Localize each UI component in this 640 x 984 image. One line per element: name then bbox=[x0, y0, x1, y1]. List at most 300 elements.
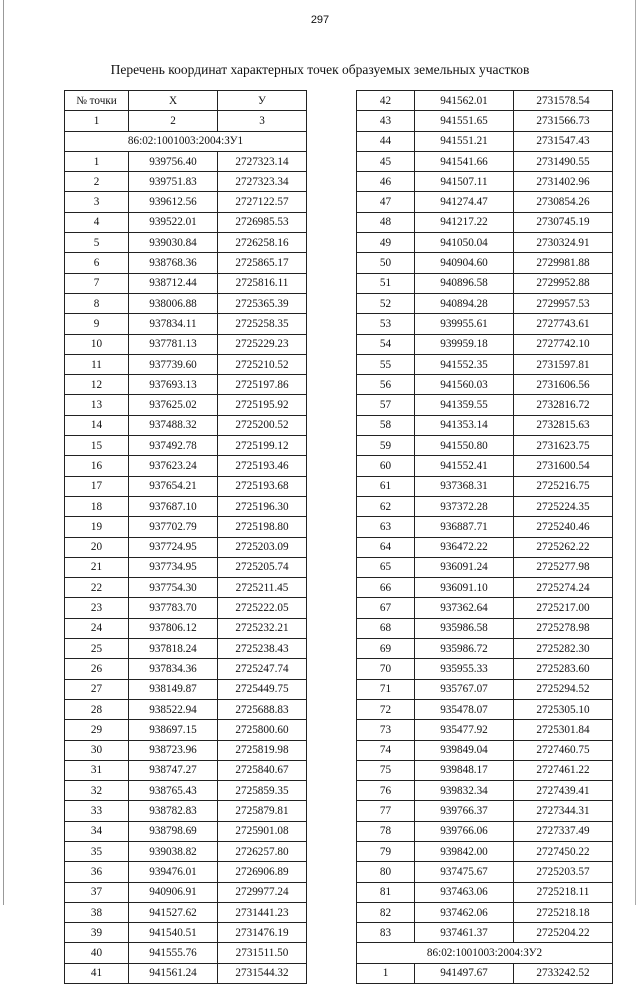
point-number-cell: 59 bbox=[357, 436, 415, 456]
table-row bbox=[357, 395, 613, 415]
y-coordinate-cell: 2725229.23 bbox=[218, 334, 307, 354]
point-number-cell: 81 bbox=[357, 882, 415, 902]
y-coordinate-cell: 2725238.43 bbox=[218, 639, 307, 659]
y-coordinate-cell: 2729981.88 bbox=[514, 253, 613, 273]
table-row bbox=[357, 557, 613, 577]
x-coordinate-cell: 937783.70 bbox=[129, 598, 218, 618]
y-coordinate-cell: 2727461.22 bbox=[514, 760, 613, 780]
y-coordinate-cell: 2725816.11 bbox=[218, 273, 307, 293]
x-coordinate-cell: 941561.24 bbox=[129, 963, 218, 983]
y-coordinate-cell: 2725840.67 bbox=[218, 760, 307, 780]
table-row bbox=[357, 212, 613, 232]
right-tail-body bbox=[357, 963, 613, 983]
y-coordinate-cell: 2727460.75 bbox=[514, 740, 613, 760]
point-number-cell: 38 bbox=[65, 902, 129, 922]
point-number-cell: 28 bbox=[65, 699, 129, 719]
y-coordinate-cell: 2731600.54 bbox=[514, 456, 613, 476]
table-row bbox=[65, 476, 307, 496]
x-coordinate-cell: 937463.06 bbox=[415, 882, 514, 902]
y-coordinate-cell: 2725688.83 bbox=[218, 699, 307, 719]
table-row bbox=[357, 375, 613, 395]
x-coordinate-cell: 939476.01 bbox=[129, 862, 218, 882]
point-number-cell: 25 bbox=[65, 639, 129, 659]
point-number-cell: 34 bbox=[65, 821, 129, 841]
table-row bbox=[357, 618, 613, 638]
x-coordinate-cell: 939522.01 bbox=[129, 212, 218, 232]
x-coordinate-cell: 941551.65 bbox=[415, 111, 514, 131]
x-coordinate-cell: 940896.58 bbox=[415, 273, 514, 293]
table-row bbox=[65, 273, 307, 293]
y-coordinate-cell: 2725204.22 bbox=[514, 923, 613, 943]
y-coordinate-cell: 2725283.60 bbox=[514, 659, 613, 679]
table-row bbox=[357, 131, 613, 151]
header-numbers-row bbox=[65, 111, 307, 131]
table-row bbox=[65, 436, 307, 456]
point-number-cell: 7 bbox=[65, 273, 129, 293]
y-coordinate-cell: 2725203.57 bbox=[514, 862, 613, 882]
coordinates-table-right bbox=[356, 90, 613, 984]
x-coordinate-cell: 937754.30 bbox=[129, 578, 218, 598]
table-row bbox=[65, 618, 307, 638]
table-row bbox=[357, 354, 613, 374]
table-row bbox=[357, 496, 613, 516]
table-row bbox=[65, 415, 307, 435]
x-coordinate-cell: 939756.40 bbox=[129, 151, 218, 171]
table-row bbox=[65, 720, 307, 740]
x-coordinate-cell: 940894.28 bbox=[415, 293, 514, 313]
table-row bbox=[357, 537, 613, 557]
point-number-cell: 9 bbox=[65, 314, 129, 334]
table-row bbox=[357, 233, 613, 253]
table-row bbox=[65, 740, 307, 760]
point-number-cell: 39 bbox=[65, 923, 129, 943]
x-coordinate-cell: 937654.21 bbox=[129, 476, 218, 496]
x-coordinate-cell: 941497.67 bbox=[415, 963, 514, 983]
y-coordinate-cell: 2731547.43 bbox=[514, 131, 613, 151]
x-coordinate-cell: 941541.66 bbox=[415, 151, 514, 171]
x-coordinate-cell: 939751.83 bbox=[129, 172, 218, 192]
table-row bbox=[357, 740, 613, 760]
x-coordinate-cell: 938522.94 bbox=[129, 699, 218, 719]
point-number-cell: 5 bbox=[65, 233, 129, 253]
point-number-cell: 19 bbox=[65, 517, 129, 537]
x-coordinate-cell: 937702.79 bbox=[129, 517, 218, 537]
x-coordinate-cell: 935477.92 bbox=[415, 720, 514, 740]
table-row bbox=[65, 496, 307, 516]
y-coordinate-cell: 2725277.98 bbox=[514, 557, 613, 577]
point-number-cell: 1 bbox=[65, 151, 129, 171]
y-coordinate-cell: 2725247.74 bbox=[218, 659, 307, 679]
point-number-cell: 14 bbox=[65, 415, 129, 435]
y-coordinate-cell: 2725365.39 bbox=[218, 293, 307, 313]
y-coordinate-cell: 2726985.53 bbox=[218, 212, 307, 232]
point-number-cell: 32 bbox=[65, 781, 129, 801]
y-coordinate-cell: 2727323.34 bbox=[218, 172, 307, 192]
y-coordinate-cell: 2725210.52 bbox=[218, 354, 307, 374]
point-number-cell: 55 bbox=[357, 354, 415, 374]
y-coordinate-cell: 2732816.72 bbox=[514, 395, 613, 415]
table-row bbox=[357, 760, 613, 780]
point-number-cell: 30 bbox=[65, 740, 129, 760]
y-coordinate-cell: 2730854.26 bbox=[514, 192, 613, 212]
table-row bbox=[357, 639, 613, 659]
table-row bbox=[357, 293, 613, 313]
y-coordinate-cell: 2725217.00 bbox=[514, 598, 613, 618]
x-coordinate-cell: 937781.13 bbox=[129, 334, 218, 354]
x-coordinate-cell: 937724.95 bbox=[129, 537, 218, 557]
point-number-cell: 22 bbox=[65, 578, 129, 598]
point-number-cell: 37 bbox=[65, 882, 129, 902]
table-row bbox=[357, 476, 613, 496]
table-row bbox=[357, 862, 613, 882]
point-number-cell: 1 bbox=[357, 963, 415, 983]
page-edge-right bbox=[635, 0, 636, 905]
y-coordinate-cell: 2725198.80 bbox=[218, 517, 307, 537]
point-number-cell: 51 bbox=[357, 273, 415, 293]
x-coordinate-cell: 937362.64 bbox=[415, 598, 514, 618]
x-coordinate-cell: 941353.14 bbox=[415, 415, 514, 435]
point-number-cell: 2 bbox=[65, 172, 129, 192]
table-row bbox=[357, 821, 613, 841]
y-coordinate-cell: 2725218.11 bbox=[514, 882, 613, 902]
y-coordinate-cell: 2731476.19 bbox=[218, 923, 307, 943]
point-number-cell: 52 bbox=[357, 293, 415, 313]
table-row bbox=[357, 882, 613, 902]
x-coordinate-cell: 937462.06 bbox=[415, 902, 514, 922]
table-row bbox=[65, 233, 307, 253]
header-row bbox=[65, 91, 307, 111]
table-row bbox=[65, 395, 307, 415]
x-coordinate-cell: 935478.07 bbox=[415, 699, 514, 719]
point-number-cell: 29 bbox=[65, 720, 129, 740]
table-row bbox=[65, 923, 307, 943]
coordinates-table-left bbox=[64, 90, 307, 984]
x-coordinate-cell: 937739.60 bbox=[129, 354, 218, 374]
point-number-cell: 75 bbox=[357, 760, 415, 780]
point-number-cell: 10 bbox=[65, 334, 129, 354]
table-row bbox=[65, 801, 307, 821]
table-row bbox=[357, 253, 613, 273]
table-row bbox=[65, 578, 307, 598]
y-coordinate-cell: 2725865.17 bbox=[218, 253, 307, 273]
y-coordinate-cell: 2727344.31 bbox=[514, 801, 613, 821]
x-coordinate-cell: 937687.10 bbox=[129, 496, 218, 516]
point-number-cell: 24 bbox=[65, 618, 129, 638]
table-row bbox=[65, 760, 307, 780]
point-number-cell: 50 bbox=[357, 253, 415, 273]
y-coordinate-cell: 2725218.18 bbox=[514, 902, 613, 922]
table-row bbox=[65, 659, 307, 679]
y-coordinate-cell: 2731511.50 bbox=[218, 943, 307, 963]
y-coordinate-cell: 2731597.81 bbox=[514, 354, 613, 374]
point-number-cell: 16 bbox=[65, 456, 129, 476]
point-number-cell: 70 bbox=[357, 659, 415, 679]
x-coordinate-cell: 937806.12 bbox=[129, 618, 218, 638]
point-number-cell: 8 bbox=[65, 293, 129, 313]
x-coordinate-cell: 936091.10 bbox=[415, 578, 514, 598]
point-number-cell: 65 bbox=[357, 557, 415, 577]
x-coordinate-cell: 939766.37 bbox=[415, 801, 514, 821]
point-number-cell: 42 bbox=[357, 91, 415, 111]
x-coordinate-cell: 937461.37 bbox=[415, 923, 514, 943]
point-number-cell: 31 bbox=[65, 760, 129, 780]
x-coordinate-cell: 936887.71 bbox=[415, 517, 514, 537]
y-coordinate-cell: 2725879.81 bbox=[218, 801, 307, 821]
y-coordinate-cell: 2725262.22 bbox=[514, 537, 613, 557]
y-coordinate-cell: 2731606.56 bbox=[514, 375, 613, 395]
point-number-cell: 45 bbox=[357, 151, 415, 171]
x-coordinate-cell: 941552.41 bbox=[415, 456, 514, 476]
point-number-cell: 83 bbox=[357, 923, 415, 943]
y-coordinate-cell: 2727742.10 bbox=[514, 334, 613, 354]
point-number-cell: 76 bbox=[357, 781, 415, 801]
x-coordinate-cell: 941527.62 bbox=[129, 902, 218, 922]
x-coordinate-cell: 935986.58 bbox=[415, 618, 514, 638]
table-row bbox=[357, 923, 613, 943]
point-number-cell: 44 bbox=[357, 131, 415, 151]
table-row bbox=[357, 334, 613, 354]
y-coordinate-cell: 2725196.30 bbox=[218, 496, 307, 516]
header-x: Х bbox=[129, 91, 218, 111]
table-row bbox=[357, 841, 613, 861]
y-coordinate-cell: 2725195.92 bbox=[218, 395, 307, 415]
table-row bbox=[65, 862, 307, 882]
table-row bbox=[357, 517, 613, 537]
table-row bbox=[357, 699, 613, 719]
y-coordinate-cell: 2731566.73 bbox=[514, 111, 613, 131]
y-coordinate-cell: 2729952.88 bbox=[514, 273, 613, 293]
y-coordinate-cell: 2732815.63 bbox=[514, 415, 613, 435]
table-row bbox=[357, 598, 613, 618]
x-coordinate-cell: 939955.61 bbox=[415, 314, 514, 334]
x-coordinate-cell: 937492.78 bbox=[129, 436, 218, 456]
table-row bbox=[65, 943, 307, 963]
point-number-cell: 71 bbox=[357, 679, 415, 699]
y-coordinate-cell: 2725282.30 bbox=[514, 639, 613, 659]
page-number: 297 bbox=[310, 14, 330, 26]
point-number-cell: 21 bbox=[65, 557, 129, 577]
header-point-number: № точки bbox=[65, 91, 129, 111]
point-number-cell: 53 bbox=[357, 314, 415, 334]
x-coordinate-cell: 937623.24 bbox=[129, 456, 218, 476]
table-row bbox=[357, 781, 613, 801]
point-number-cell: 6 bbox=[65, 253, 129, 273]
y-coordinate-cell: 2725193.68 bbox=[218, 476, 307, 496]
x-coordinate-cell: 941550.80 bbox=[415, 436, 514, 456]
y-coordinate-cell: 2725205.74 bbox=[218, 557, 307, 577]
table-row bbox=[357, 273, 613, 293]
x-coordinate-cell: 935767.07 bbox=[415, 679, 514, 699]
point-number-cell: 20 bbox=[65, 537, 129, 557]
point-number-cell: 15 bbox=[65, 436, 129, 456]
x-coordinate-cell: 939848.17 bbox=[415, 760, 514, 780]
y-coordinate-cell: 2725216.75 bbox=[514, 476, 613, 496]
table-row bbox=[357, 314, 613, 334]
point-number-cell: 82 bbox=[357, 902, 415, 922]
x-coordinate-cell: 938765.43 bbox=[129, 781, 218, 801]
point-number-cell: 33 bbox=[65, 801, 129, 821]
point-number-cell: 40 bbox=[65, 943, 129, 963]
x-coordinate-cell: 935955.33 bbox=[415, 659, 514, 679]
y-coordinate-cell: 2731402.96 bbox=[514, 172, 613, 192]
point-number-cell: 68 bbox=[357, 618, 415, 638]
point-number-cell: 69 bbox=[357, 639, 415, 659]
x-coordinate-cell: 937734.95 bbox=[129, 557, 218, 577]
table-row bbox=[357, 192, 613, 212]
y-coordinate-cell: 2730745.19 bbox=[514, 212, 613, 232]
point-number-cell: 54 bbox=[357, 334, 415, 354]
y-coordinate-cell: 2730324.91 bbox=[514, 233, 613, 253]
table-row bbox=[357, 456, 613, 476]
document-title: Перечень координат характерных точек образуемых земельных участков bbox=[110, 62, 530, 77]
table-row bbox=[65, 151, 307, 171]
point-number-cell: 17 bbox=[65, 476, 129, 496]
table-row bbox=[357, 963, 613, 983]
point-number-cell: 67 bbox=[357, 598, 415, 618]
y-coordinate-cell: 2726257.80 bbox=[218, 841, 307, 861]
y-coordinate-cell: 2731544.32 bbox=[218, 963, 307, 983]
table-row bbox=[65, 253, 307, 273]
table-row bbox=[357, 91, 613, 111]
header-number-3: 3 bbox=[218, 111, 307, 131]
right-parcel2-section bbox=[357, 943, 613, 963]
x-coordinate-cell: 941551.21 bbox=[415, 131, 514, 151]
point-number-cell: 72 bbox=[357, 699, 415, 719]
x-coordinate-cell: 941274.47 bbox=[415, 192, 514, 212]
y-coordinate-cell: 2725901.08 bbox=[218, 821, 307, 841]
x-coordinate-cell: 938712.44 bbox=[129, 273, 218, 293]
y-coordinate-cell: 2731441.23 bbox=[218, 902, 307, 922]
point-number-cell: 43 bbox=[357, 111, 415, 131]
x-coordinate-cell: 937625.02 bbox=[129, 395, 218, 415]
point-number-cell: 12 bbox=[65, 375, 129, 395]
x-coordinate-cell: 939832.34 bbox=[415, 781, 514, 801]
table-row bbox=[65, 172, 307, 192]
point-number-cell: 57 bbox=[357, 395, 415, 415]
y-coordinate-cell: 2725859.35 bbox=[218, 781, 307, 801]
point-number-cell: 64 bbox=[357, 537, 415, 557]
y-coordinate-cell: 2727337.49 bbox=[514, 821, 613, 841]
x-coordinate-cell: 939842.00 bbox=[415, 841, 514, 861]
table-row bbox=[65, 293, 307, 313]
x-coordinate-cell: 941555.76 bbox=[129, 943, 218, 963]
x-coordinate-cell: 937475.67 bbox=[415, 862, 514, 882]
y-coordinate-cell: 2725294.52 bbox=[514, 679, 613, 699]
x-coordinate-cell: 937818.24 bbox=[129, 639, 218, 659]
y-coordinate-cell: 2725274.24 bbox=[514, 578, 613, 598]
parcel-label: 86:02:1001003:2004:ЗУ1 bbox=[65, 131, 307, 151]
y-coordinate-cell: 2727439.41 bbox=[514, 781, 613, 801]
point-number-cell: 4 bbox=[65, 212, 129, 232]
page-edge-left bbox=[3, 0, 4, 905]
y-coordinate-cell: 2727122.57 bbox=[218, 192, 307, 212]
y-coordinate-cell: 2731623.75 bbox=[514, 436, 613, 456]
x-coordinate-cell: 941560.03 bbox=[415, 375, 514, 395]
table-row bbox=[357, 151, 613, 171]
y-coordinate-cell: 2731578.54 bbox=[514, 91, 613, 111]
table-row bbox=[65, 841, 307, 861]
table-row bbox=[65, 212, 307, 232]
y-coordinate-cell: 2729977.24 bbox=[218, 882, 307, 902]
x-coordinate-cell: 938798.69 bbox=[129, 821, 218, 841]
y-coordinate-cell: 2725819.98 bbox=[218, 740, 307, 760]
point-number-cell: 27 bbox=[65, 679, 129, 699]
x-coordinate-cell: 937368.31 bbox=[415, 476, 514, 496]
point-number-cell: 46 bbox=[357, 172, 415, 192]
y-coordinate-cell: 2727450.22 bbox=[514, 841, 613, 861]
point-number-cell: 41 bbox=[65, 963, 129, 983]
point-number-cell: 62 bbox=[357, 496, 415, 516]
table-row bbox=[65, 963, 307, 983]
point-number-cell: 49 bbox=[357, 233, 415, 253]
x-coordinate-cell: 937488.32 bbox=[129, 415, 218, 435]
y-coordinate-cell: 2725305.10 bbox=[514, 699, 613, 719]
x-coordinate-cell: 941552.35 bbox=[415, 354, 514, 374]
x-coordinate-cell: 939959.18 bbox=[415, 334, 514, 354]
x-coordinate-cell: 936091.24 bbox=[415, 557, 514, 577]
parcel-row bbox=[65, 131, 307, 151]
table-row bbox=[357, 436, 613, 456]
point-number-cell: 47 bbox=[357, 192, 415, 212]
table-row bbox=[357, 720, 613, 740]
x-coordinate-cell: 941507.11 bbox=[415, 172, 514, 192]
x-coordinate-cell: 939030.84 bbox=[129, 233, 218, 253]
x-coordinate-cell: 938006.88 bbox=[129, 293, 218, 313]
x-coordinate-cell: 939038.82 bbox=[129, 841, 218, 861]
table-row bbox=[65, 902, 307, 922]
point-number-cell: 18 bbox=[65, 496, 129, 516]
x-coordinate-cell: 941562.01 bbox=[415, 91, 514, 111]
x-coordinate-cell: 941217.22 bbox=[415, 212, 514, 232]
y-coordinate-cell: 2727743.61 bbox=[514, 314, 613, 334]
point-number-cell: 61 bbox=[357, 476, 415, 496]
point-number-cell: 13 bbox=[65, 395, 129, 415]
table-row bbox=[65, 639, 307, 659]
table-row bbox=[357, 679, 613, 699]
parcel-label: 86:02:1001003:2004:ЗУ2 bbox=[357, 943, 613, 963]
y-coordinate-cell: 2725197.86 bbox=[218, 375, 307, 395]
table-row bbox=[65, 334, 307, 354]
parcel-row bbox=[357, 943, 613, 963]
table-row bbox=[65, 314, 307, 334]
x-coordinate-cell: 936472.22 bbox=[415, 537, 514, 557]
table-row bbox=[357, 415, 613, 435]
point-number-cell: 35 bbox=[65, 841, 129, 861]
x-coordinate-cell: 937693.13 bbox=[129, 375, 218, 395]
table-row bbox=[65, 557, 307, 577]
point-number-cell: 26 bbox=[65, 659, 129, 679]
header-y: У bbox=[218, 91, 307, 111]
table-row bbox=[65, 598, 307, 618]
y-coordinate-cell: 2725278.98 bbox=[514, 618, 613, 638]
x-coordinate-cell: 938697.15 bbox=[129, 720, 218, 740]
point-number-cell: 11 bbox=[65, 354, 129, 374]
table-row bbox=[357, 172, 613, 192]
x-coordinate-cell: 939766.06 bbox=[415, 821, 514, 841]
table-row bbox=[65, 456, 307, 476]
right-table-body bbox=[357, 91, 613, 943]
y-coordinate-cell: 2729957.53 bbox=[514, 293, 613, 313]
y-coordinate-cell: 2725199.12 bbox=[218, 436, 307, 456]
y-coordinate-cell: 2725193.46 bbox=[218, 456, 307, 476]
table-row bbox=[357, 111, 613, 131]
x-coordinate-cell: 938723.96 bbox=[129, 740, 218, 760]
x-coordinate-cell: 937834.11 bbox=[129, 314, 218, 334]
x-coordinate-cell: 939612.56 bbox=[129, 192, 218, 212]
point-number-cell: 79 bbox=[357, 841, 415, 861]
left-table-body bbox=[65, 151, 307, 983]
y-coordinate-cell: 2733242.52 bbox=[514, 963, 613, 983]
